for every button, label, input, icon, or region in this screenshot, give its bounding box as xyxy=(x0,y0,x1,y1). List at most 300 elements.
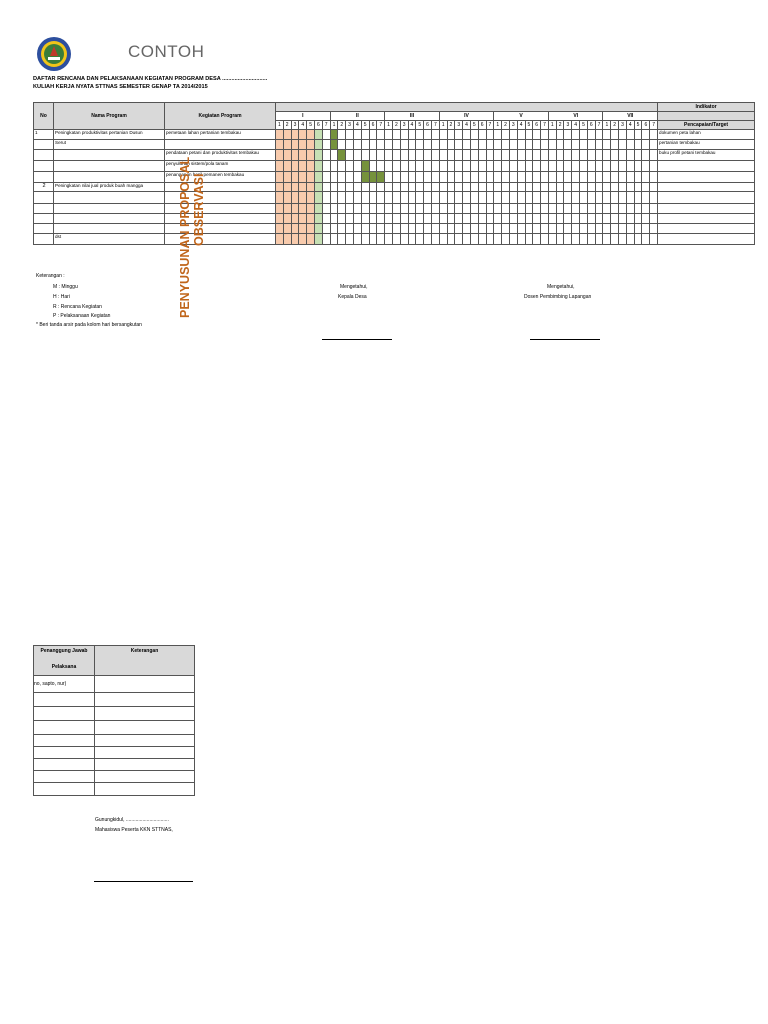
schedule-cell xyxy=(634,192,642,204)
schedule-cell xyxy=(502,192,510,204)
schedule-cell xyxy=(377,183,385,192)
schedule-cell xyxy=(650,214,658,224)
schedule-cell xyxy=(338,130,346,140)
row-program: Peningkatan produktivitas pertanian Dusun xyxy=(54,130,165,140)
schedule-cell xyxy=(377,140,385,150)
schedule-cell xyxy=(525,140,533,150)
schedule-cell xyxy=(587,140,595,150)
sign-left-role: Kepala Desa xyxy=(338,294,367,300)
schedule-cell xyxy=(548,130,556,140)
schedule-cell xyxy=(353,150,361,161)
schedule-cell xyxy=(611,204,619,214)
pj-cell xyxy=(34,721,95,735)
schedule-cell xyxy=(439,161,447,172)
schedule-cell xyxy=(494,204,502,214)
schedule-cell xyxy=(353,192,361,204)
schedule-cell xyxy=(486,161,494,172)
pj-cell xyxy=(34,693,95,707)
day-label: 2 xyxy=(447,121,455,130)
row-program xyxy=(54,172,165,183)
schedule-cell xyxy=(564,172,572,183)
schedule-cell xyxy=(470,214,478,224)
schedule-cell xyxy=(416,130,424,140)
schedule-cell xyxy=(455,150,463,161)
schedule-cell xyxy=(463,192,471,204)
day-label: 4 xyxy=(517,121,525,130)
schedule-cell xyxy=(400,130,408,140)
schedule-cell xyxy=(377,234,385,245)
schedule-cell xyxy=(447,130,455,140)
schedule-cell xyxy=(611,140,619,150)
schedule-cell xyxy=(408,224,416,234)
schedule-cell xyxy=(353,204,361,214)
day-label: 5 xyxy=(634,121,642,130)
schedule-cell xyxy=(455,204,463,214)
day-label: 3 xyxy=(564,121,572,130)
schedule-cell xyxy=(369,172,377,183)
schedule-cell xyxy=(377,130,385,140)
schedule-cell xyxy=(330,140,338,150)
schedule-cell xyxy=(330,214,338,224)
schedule-cell xyxy=(619,234,627,245)
day-label: 6 xyxy=(424,121,432,130)
schedule-cell xyxy=(463,161,471,172)
schedule-cell xyxy=(291,161,299,172)
week-label: I xyxy=(276,112,331,121)
schedule-cell xyxy=(314,192,322,204)
schedule-cell xyxy=(556,234,564,245)
schedule-cell xyxy=(346,150,354,161)
schedule-cell xyxy=(369,130,377,140)
schedule-cell xyxy=(392,224,400,234)
schedule-cell xyxy=(642,192,650,204)
schedule-cell xyxy=(283,214,291,224)
day-label: 7 xyxy=(650,121,658,130)
schedule-cell xyxy=(439,172,447,183)
schedule-cell xyxy=(455,214,463,224)
schedule-cell xyxy=(611,183,619,192)
schedule-cell xyxy=(533,204,541,214)
row-no xyxy=(34,234,54,245)
schedule-cell xyxy=(580,204,588,214)
schedule-cell xyxy=(455,234,463,245)
schedule-cell xyxy=(431,234,439,245)
day-label: 3 xyxy=(455,121,463,130)
schedule-cell xyxy=(299,140,307,150)
schedule-cell xyxy=(385,214,393,224)
schedule-cell xyxy=(307,130,315,140)
schedule-cell xyxy=(330,130,338,140)
schedule-cell xyxy=(502,204,510,214)
row-program xyxy=(54,161,165,172)
overlay-line-1: PENYUSUNAN PROPOSAL xyxy=(178,156,192,318)
schedule-cell xyxy=(299,183,307,192)
schedule-cell xyxy=(346,140,354,150)
pj-cell xyxy=(95,707,195,721)
schedule-cell xyxy=(650,172,658,183)
schedule-cell xyxy=(369,214,377,224)
schedule-cell xyxy=(361,172,369,183)
schedule-cell xyxy=(502,183,510,192)
pj-cell xyxy=(34,735,95,747)
schedule-cell xyxy=(276,204,284,214)
schedule-cell xyxy=(299,224,307,234)
schedule-cell xyxy=(322,224,330,234)
contoh-label: CONTOH xyxy=(128,42,205,61)
schedule-cell xyxy=(494,150,502,161)
schedule-cell xyxy=(611,234,619,245)
day-label: 6 xyxy=(369,121,377,130)
schedule-cell xyxy=(494,224,502,234)
schedule-cell xyxy=(533,192,541,204)
schedule-cell xyxy=(338,204,346,214)
schedule-cell xyxy=(299,192,307,204)
schedule-cell xyxy=(307,183,315,192)
schedule-cell xyxy=(517,224,525,234)
schedule-cell xyxy=(548,150,556,161)
schedule-cell xyxy=(455,192,463,204)
schedule-cell xyxy=(276,150,284,161)
schedule-cell xyxy=(580,192,588,204)
schedule-cell xyxy=(564,150,572,161)
schedule-cell xyxy=(619,214,627,224)
schedule-cell xyxy=(416,192,424,204)
schedule-cell xyxy=(353,183,361,192)
schedule-cell xyxy=(392,183,400,192)
row-target: pertanian tembakau xyxy=(658,140,755,150)
pj-header-line1: Penanggung Jawab xyxy=(40,648,88,654)
schedule-cell xyxy=(353,130,361,140)
row-no xyxy=(34,214,54,224)
schedule-cell xyxy=(572,214,580,224)
schedule-cell xyxy=(502,161,510,172)
schedule-cell xyxy=(447,204,455,214)
day-label: 2 xyxy=(502,121,510,130)
schedule-cell xyxy=(619,130,627,140)
responsible-person-table xyxy=(33,645,195,796)
schedule-cell xyxy=(541,224,549,234)
schedule-cell xyxy=(353,234,361,245)
schedule-cell xyxy=(494,161,502,172)
schedule-cell xyxy=(361,214,369,224)
row-kegiatan: penanganan hasil pemanen tembakau xyxy=(165,172,276,183)
schedule-cell xyxy=(525,161,533,172)
schedule-cell xyxy=(447,183,455,192)
sign-right-title: Mengetahui, xyxy=(547,284,575,290)
day-label: 6 xyxy=(533,121,541,130)
week-label: VII xyxy=(603,112,658,121)
schedule-cell xyxy=(525,150,533,161)
schedule-cell xyxy=(470,130,478,140)
schedule-cell xyxy=(369,192,377,204)
schedule-cell xyxy=(330,204,338,214)
sign-left-title: Mengetahui, xyxy=(340,284,368,290)
row-no: 2 xyxy=(34,183,54,192)
day-label: 6 xyxy=(478,121,486,130)
day-label: 6 xyxy=(587,121,595,130)
schedule-cell xyxy=(650,224,658,234)
schedule-cell xyxy=(572,234,580,245)
schedule-cell xyxy=(650,204,658,214)
schedule-cell xyxy=(283,204,291,214)
schedule-cell xyxy=(353,214,361,224)
pj-cell xyxy=(34,747,95,759)
schedule-cell xyxy=(431,150,439,161)
schedule-cell xyxy=(463,224,471,234)
schedule-cell xyxy=(478,192,486,204)
schedule-cell xyxy=(408,140,416,150)
schedule-cell xyxy=(509,130,517,140)
schedule-cell xyxy=(377,161,385,172)
schedule-cell xyxy=(385,150,393,161)
schedule-cell xyxy=(291,224,299,234)
schedule-cell xyxy=(455,172,463,183)
schedule-cell xyxy=(338,183,346,192)
schedule-cell xyxy=(595,183,603,192)
day-label: 5 xyxy=(361,121,369,130)
schedule-cell xyxy=(408,234,416,245)
schedule-cell xyxy=(276,161,284,172)
row-program xyxy=(54,150,165,161)
schedule-cell xyxy=(322,214,330,224)
day-label: 3 xyxy=(346,121,354,130)
activity-schedule-table xyxy=(33,102,755,245)
schedule-cell xyxy=(291,140,299,150)
schedule-cell xyxy=(338,214,346,224)
row-target xyxy=(658,172,755,183)
schedule-cell xyxy=(509,192,517,204)
schedule-cell xyxy=(353,140,361,150)
schedule-cell xyxy=(470,140,478,150)
schedule-cell xyxy=(408,204,416,214)
schedule-cell xyxy=(424,204,432,214)
schedule-cell xyxy=(517,140,525,150)
schedule-cell xyxy=(564,130,572,140)
schedule-cell xyxy=(283,183,291,192)
schedule-cell xyxy=(509,150,517,161)
row-target xyxy=(658,161,755,172)
schedule-cell xyxy=(369,150,377,161)
row-program xyxy=(54,192,165,204)
schedule-cell xyxy=(517,150,525,161)
schedule-cell xyxy=(494,140,502,150)
row-no xyxy=(34,150,54,161)
schedule-cell xyxy=(564,192,572,204)
schedule-cell xyxy=(626,214,634,224)
schedule-cell xyxy=(486,130,494,140)
schedule-cell xyxy=(307,172,315,183)
pj-header-col2: Keterangan xyxy=(95,646,195,676)
schedule-cell xyxy=(548,234,556,245)
schedule-cell xyxy=(556,161,564,172)
schedule-cell xyxy=(431,224,439,234)
schedule-cell xyxy=(548,204,556,214)
schedule-cell xyxy=(525,192,533,204)
schedule-cell xyxy=(525,224,533,234)
schedule-cell xyxy=(431,161,439,172)
schedule-cell xyxy=(424,140,432,150)
schedule-cell xyxy=(322,192,330,204)
schedule-cell xyxy=(424,150,432,161)
schedule-cell xyxy=(322,204,330,214)
schedule-cell xyxy=(470,192,478,204)
day-label: 4 xyxy=(408,121,416,130)
schedule-cell xyxy=(400,224,408,234)
header-no: No xyxy=(34,103,54,130)
schedule-cell xyxy=(283,161,291,172)
schedule-cell xyxy=(556,130,564,140)
schedule-cell xyxy=(431,204,439,214)
schedule-cell xyxy=(353,161,361,172)
schedule-cell xyxy=(314,150,322,161)
schedule-cell xyxy=(642,150,650,161)
schedule-cell xyxy=(431,140,439,150)
schedule-cell xyxy=(564,234,572,245)
day-label: 2 xyxy=(338,121,346,130)
day-label: 3 xyxy=(509,121,517,130)
document-title: DAFTAR RENCANA DAN PELAKSANAAN KEGIATAN PROGRAM DESA ............................. xyxy=(33,76,268,82)
row-kegiatan xyxy=(165,140,276,150)
schedule-cell xyxy=(494,183,502,192)
schedule-cell xyxy=(572,130,580,140)
schedule-cell xyxy=(330,224,338,234)
day-label: 5 xyxy=(470,121,478,130)
schedule-cell xyxy=(361,140,369,150)
schedule-cell xyxy=(455,224,463,234)
schedule-cell xyxy=(595,161,603,172)
schedule-cell xyxy=(416,183,424,192)
schedule-cell xyxy=(509,183,517,192)
schedule-cell xyxy=(439,130,447,140)
schedule-cell xyxy=(447,234,455,245)
schedule-cell xyxy=(470,234,478,245)
schedule-cell xyxy=(580,234,588,245)
schedule-cell xyxy=(502,214,510,224)
schedule-cell xyxy=(455,140,463,150)
schedule-cell xyxy=(502,150,510,161)
schedule-cell xyxy=(572,172,580,183)
row-target xyxy=(658,192,755,204)
row-program xyxy=(54,204,165,214)
schedule-cell xyxy=(556,172,564,183)
schedule-cell xyxy=(307,204,315,214)
schedule-cell xyxy=(533,161,541,172)
schedule-cell xyxy=(314,130,322,140)
schedule-cell xyxy=(611,130,619,140)
schedule-cell xyxy=(392,214,400,224)
schedule-cell xyxy=(408,214,416,224)
row-target xyxy=(658,224,755,234)
schedule-cell xyxy=(330,192,338,204)
schedule-cell xyxy=(291,183,299,192)
schedule-cell xyxy=(307,161,315,172)
schedule-cell xyxy=(494,214,502,224)
schedule-cell xyxy=(377,214,385,224)
schedule-cell xyxy=(486,183,494,192)
schedule-cell xyxy=(463,234,471,245)
row-target xyxy=(658,183,755,192)
schedule-cell xyxy=(439,150,447,161)
schedule-cell xyxy=(322,150,330,161)
schedule-cell xyxy=(642,130,650,140)
pj-cell xyxy=(95,771,195,783)
schedule-cell xyxy=(369,140,377,150)
schedule-cell xyxy=(353,172,361,183)
schedule-cell xyxy=(572,224,580,234)
schedule-cell xyxy=(525,204,533,214)
schedule-cell xyxy=(642,204,650,214)
schedule-cell xyxy=(291,150,299,161)
schedule-cell xyxy=(595,224,603,234)
schedule-cell xyxy=(509,214,517,224)
schedule-cell xyxy=(416,150,424,161)
schedule-cell xyxy=(580,161,588,172)
schedule-cell xyxy=(431,183,439,192)
schedule-cell xyxy=(486,140,494,150)
schedule-cell xyxy=(634,130,642,140)
schedule-cell xyxy=(517,183,525,192)
overlay-line-2: OBSERVASI xyxy=(192,173,206,246)
schedule-cell xyxy=(322,140,330,150)
schedule-cell xyxy=(478,172,486,183)
schedule-cell xyxy=(556,192,564,204)
schedule-cell xyxy=(369,161,377,172)
schedule-cell xyxy=(314,172,322,183)
week-label: VI xyxy=(548,112,603,121)
schedule-cell xyxy=(463,172,471,183)
row-no xyxy=(34,192,54,204)
schedule-cell xyxy=(502,234,510,245)
row-no xyxy=(34,204,54,214)
schedule-cell xyxy=(424,172,432,183)
schedule-cell xyxy=(439,183,447,192)
sign-right-line xyxy=(530,339,600,340)
schedule-cell xyxy=(361,161,369,172)
schedule-cell xyxy=(572,183,580,192)
row-no xyxy=(34,140,54,150)
schedule-cell xyxy=(478,150,486,161)
schedule-cell xyxy=(548,183,556,192)
schedule-cell xyxy=(595,130,603,140)
schedule-cell xyxy=(424,183,432,192)
schedule-cell xyxy=(494,172,502,183)
schedule-cell xyxy=(392,234,400,245)
row-kegiatan: penyuluhan sistem/pola tanam xyxy=(165,161,276,172)
schedule-cell xyxy=(517,161,525,172)
schedule-cell xyxy=(291,192,299,204)
schedule-cell xyxy=(385,204,393,214)
schedule-cell xyxy=(611,150,619,161)
schedule-cell xyxy=(416,140,424,150)
legend-item-pelaksanaan: P : Pelaksanaan Kegiatan xyxy=(53,313,111,319)
schedule-cell xyxy=(642,224,650,234)
row-no xyxy=(34,224,54,234)
schedule-cell xyxy=(556,150,564,161)
schedule-cell xyxy=(361,183,369,192)
schedule-cell xyxy=(486,150,494,161)
day-label: 5 xyxy=(580,121,588,130)
schedule-cell xyxy=(416,161,424,172)
row-program: Serut xyxy=(54,140,165,150)
schedule-cell xyxy=(626,204,634,214)
schedule-cell xyxy=(307,224,315,234)
schedule-cell xyxy=(439,224,447,234)
row-target: buku profil petani tembakau xyxy=(658,150,755,161)
schedule-cell xyxy=(587,192,595,204)
schedule-cell xyxy=(322,161,330,172)
schedule-cell xyxy=(307,234,315,245)
schedule-cell xyxy=(377,224,385,234)
